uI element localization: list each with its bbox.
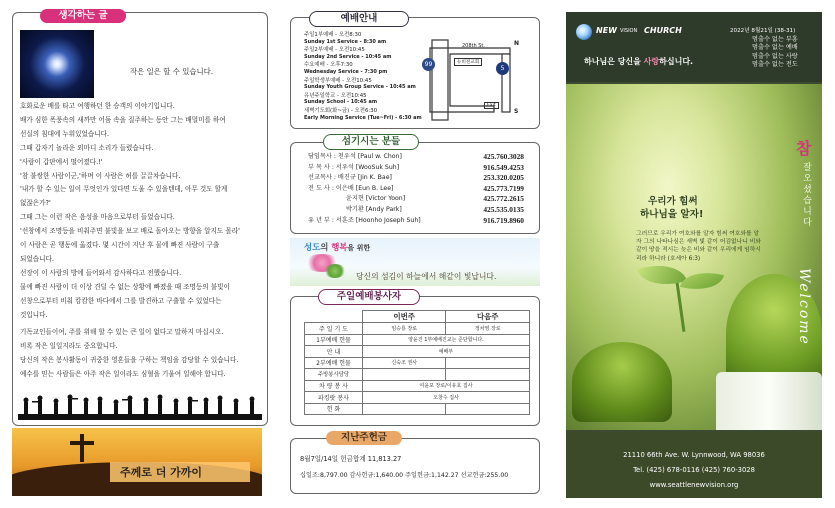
text-line: 이 사람은 곧 행동에 옮겼다. 몇 시간이 지난 후 물에 빠진 사람이 구출: [20, 241, 220, 250]
phone-number: 425.760.3028: [483, 152, 524, 161]
text-line: 없잖은가?': [20, 199, 51, 208]
staff-row: 부 목 사 : 서우석 [WooSuk Suh] 916.549.4253: [308, 162, 524, 172]
text-line: 비록 작은 일일지라도 중요합니다.: [20, 341, 118, 350]
table-row: 2부예배 헌물 신숙조 권사: [305, 357, 530, 369]
scripture-verse: 그러므로 우리가 여호와를 알자 힘써 여호와를 알자 그의 나타나심은 새벽 빛 같이 어김없나니 비와 같이 땅을 적시는 늦은 비와 같이 우리에게 임하시리라 하니라 (호세아 6:3): [636, 231, 761, 262]
map-street-label: 208th St.: [462, 43, 485, 49]
text-line: 호화로운 배를 타고 여행하던 한 승객의 이야기입니다.: [20, 102, 175, 110]
col-next-week: 다음주: [446, 311, 530, 323]
map-church-label: 뉴비젼교회: [454, 58, 482, 66]
phone-number: 425.773.7199: [483, 183, 524, 193]
text-line: '선창에서 조명등을 비춰주면 불빛을 보고 배로 돌아오는 방향을 알지도 몰라': [20, 227, 240, 236]
text-line: '참 불쌍한 사람이군,'하며 이 사람은 허를 끌끌차습니다.: [20, 171, 181, 180]
servers-header: 주일예배봉사자: [318, 289, 420, 305]
service-item: 수요예배 - 오후7:30 Wednesday Service - 7:30 pm: [304, 62, 388, 75]
offering-total: 8월7일/14일 헌금합계 11,813.27: [300, 455, 402, 463]
map-exit-label: Exit: [484, 102, 499, 109]
prayer-line: 당신의 섬김이 하늘에서 해같이 빛납니다.: [356, 272, 497, 281]
service-item: 주일2부예배 - 오전10:45 Sunday 2nd Service - 10:45 am: [304, 47, 392, 60]
staff-row: 선교목사 : 배진규 [Jin K. Bae] 253.320.0205: [308, 173, 524, 183]
cover-slogan: 하나님은 당신을 사랑하십니다.: [584, 57, 694, 66]
text-line: 기독교인들이여, 주를 위해 할 수 있는 큰 일이 없다고 말하지 마십시오.: [20, 328, 224, 336]
highway-5-icon: 5: [496, 62, 509, 75]
highway-99-icon: 99: [422, 58, 435, 71]
cover: [566, 12, 822, 498]
phone: Tel. (425) 678-0116 (425) 760-3028: [633, 466, 755, 474]
moss-pot-left: [572, 342, 672, 422]
text-line: '내가 할 수 있는 일이 무엇인가 있다면 도울 수 있을텐데, 아무 것도 할게: [20, 185, 228, 194]
silhouette-crowd-image: [18, 394, 262, 420]
service-item: 유년주일학교 - 오전10:45 Sunday School - 10:45 am: [304, 92, 378, 106]
staff-row: 박기환 [Andy Park] 425.535.0135: [346, 204, 524, 214]
cross-bar: [70, 441, 94, 445]
phone-number: 253.320.0205: [483, 173, 524, 183]
table-header-row: [305, 311, 530, 323]
table-row: 1부예배 헌물 양윤진 1부예배진교는 준단합니다.: [305, 334, 530, 346]
cover-footer: [566, 432, 822, 498]
text-line: 예수를 믿는 사람들은 아주 작은 일이라도 심혈을 기울여 일해야 합니다.: [20, 369, 226, 378]
prayer-title: 성도의 행복을 위한: [304, 242, 371, 252]
vertical-title: 잘오셨습니다: [801, 162, 811, 228]
service-item: 주일학생부예배 - 오전10:45 Sunday Youth Group Service - 10:45 am: [304, 77, 416, 91]
staff-list: [308, 152, 524, 226]
meditation-header: 생각하는 글: [40, 9, 126, 23]
table-row: 헌 화: [305, 403, 530, 415]
staff-row: 전 도 사 : 이은배 [Eun B. Lee] 425.773.7199: [308, 183, 524, 193]
phone-number: 425.535.0135: [483, 204, 524, 214]
motto-item: 멈출수 없는 부흥: [752, 36, 798, 43]
text-line: 선실의 침대에 누워있었습니다.: [20, 129, 110, 138]
pot-white: [716, 372, 822, 430]
text-line: 물에 빠진 사람이 더 이상 견딜 수 없는 상황에 빠졌을 때 조명등의 불빛이: [20, 282, 230, 291]
table-row: 안 내 예배부: [305, 346, 530, 358]
offering-header: 지난주헌금: [326, 431, 402, 445]
stem: [676, 282, 686, 332]
offering-panel: [290, 438, 540, 494]
service-item: 주일1부예배 - 오전8:30 Sunday 1st Service - 8:30 am: [304, 32, 387, 45]
text-line: 그때 갑자기 놀라운 외마디 소리가 들렸습니다.: [20, 143, 154, 152]
motto-list: [752, 36, 798, 70]
motto-item: 멈출수 없는 전도: [752, 61, 798, 69]
headline-2: 하나님을 알자!: [640, 209, 704, 220]
cross-banner: [12, 428, 262, 496]
website-link[interactable]: www.seattlenewvision.org: [649, 481, 739, 489]
motto-item: 멈출수 없는 사랑: [752, 52, 798, 60]
text-line: 되었습니다.: [20, 254, 54, 263]
table-row: 차 량 봉 사 여윤포 장로/이유호 집사: [305, 380, 530, 392]
staff-row: 윤지현 [Victor Yoon] 425.772.2615: [346, 194, 524, 204]
text-line: '사람이 갑판에서 떨어졌다.!': [20, 157, 103, 166]
banner-text: 주께로 더 가까이: [120, 466, 203, 479]
leaf-icon: [680, 265, 724, 296]
starburst-image: [20, 30, 94, 98]
worship-header: 예배안내: [309, 11, 409, 27]
table-row: 주 일 기 도 임승룡 장로 정차영 장로: [305, 323, 530, 335]
address: 21110 66th Ave. W. Lynnwood, WA 98036: [623, 451, 765, 459]
motto-item: 멈출수 없는 예배: [752, 44, 798, 52]
meditation-body: [20, 100, 264, 323]
church-logo-new: NEW: [596, 26, 617, 35]
offering-breakdown: 십일조:8,797.00 감사헌금:1,640.00 주일헌금:1,142.27 선교헌금:255.00: [300, 472, 509, 479]
worship-schedule: [304, 32, 424, 121]
cross-icon: [80, 434, 84, 462]
leaf-icon: [324, 264, 346, 278]
text-line: 것입니다.: [20, 310, 48, 319]
vertical-title-accent: 참: [796, 139, 812, 158]
sprout-image: [636, 262, 726, 332]
meditation-lead: 작은 일은 할 수 있습니다.: [130, 67, 214, 76]
servers-table: [304, 310, 530, 415]
bulletin-date: 2022년 8월21일 (38-31): [730, 28, 796, 34]
phone-number: 916.549.4253: [483, 162, 524, 172]
headline-1: 우리가 힘써: [648, 196, 698, 207]
church-logo-icon: [576, 24, 592, 40]
phone-number: 916.719.8960: [483, 215, 524, 225]
staff-header: 섬기시는 분들: [323, 134, 419, 150]
map-south-label: S: [514, 108, 519, 115]
text-line: 그때 그는 이런 작은 음성을 마음으로부터 들었습니다.: [20, 213, 175, 222]
staff-row: 담임목사 : 천우석 [Paul w. Chon] 425.760.3028: [308, 152, 524, 161]
staff-row: 유 년 부 : 서훈조 [Hoonho Joseph Suh] 916.719.8960: [308, 215, 524, 225]
map-north-label: N: [514, 40, 520, 47]
text-line: 선장이 이 사람의 방에 들어와서 감사하다고 전했습니다.: [20, 268, 182, 277]
church-logo-church: CHURCH: [644, 26, 682, 35]
meditation-closing: [20, 326, 264, 382]
welcome-text: Welcome: [796, 268, 812, 346]
prayer-banner: [290, 238, 540, 286]
service-item: 새벽기도회(화~금) - 오전6:30 Early Morning Service (Tue~Fri) - 6:30 am: [304, 107, 422, 121]
text-line: 선창으로부터 비춰 캄캄한 바다에서 그를 발견하고 구출할 수 있었다는: [20, 296, 222, 305]
text-line: 당신의 작은 봉사활동이 귀중한 영혼들을 구하는 책임을 감당할 수 있습니다.: [20, 355, 239, 364]
col-this-week: 이번주: [363, 311, 446, 323]
table-row: 주방봉사담당: [305, 369, 530, 381]
church-logo-small: VISION: [620, 28, 638, 34]
table-corner: [305, 311, 363, 323]
phone-number: 425.772.2615: [483, 194, 524, 204]
table-row: 파킹랏 봉사 오창수 집사: [305, 392, 530, 404]
text-line: 배가 심한 폭풍속의 새까만 어둠 속을 질주하는 동안 그는 배멀미를 하여: [20, 115, 226, 124]
